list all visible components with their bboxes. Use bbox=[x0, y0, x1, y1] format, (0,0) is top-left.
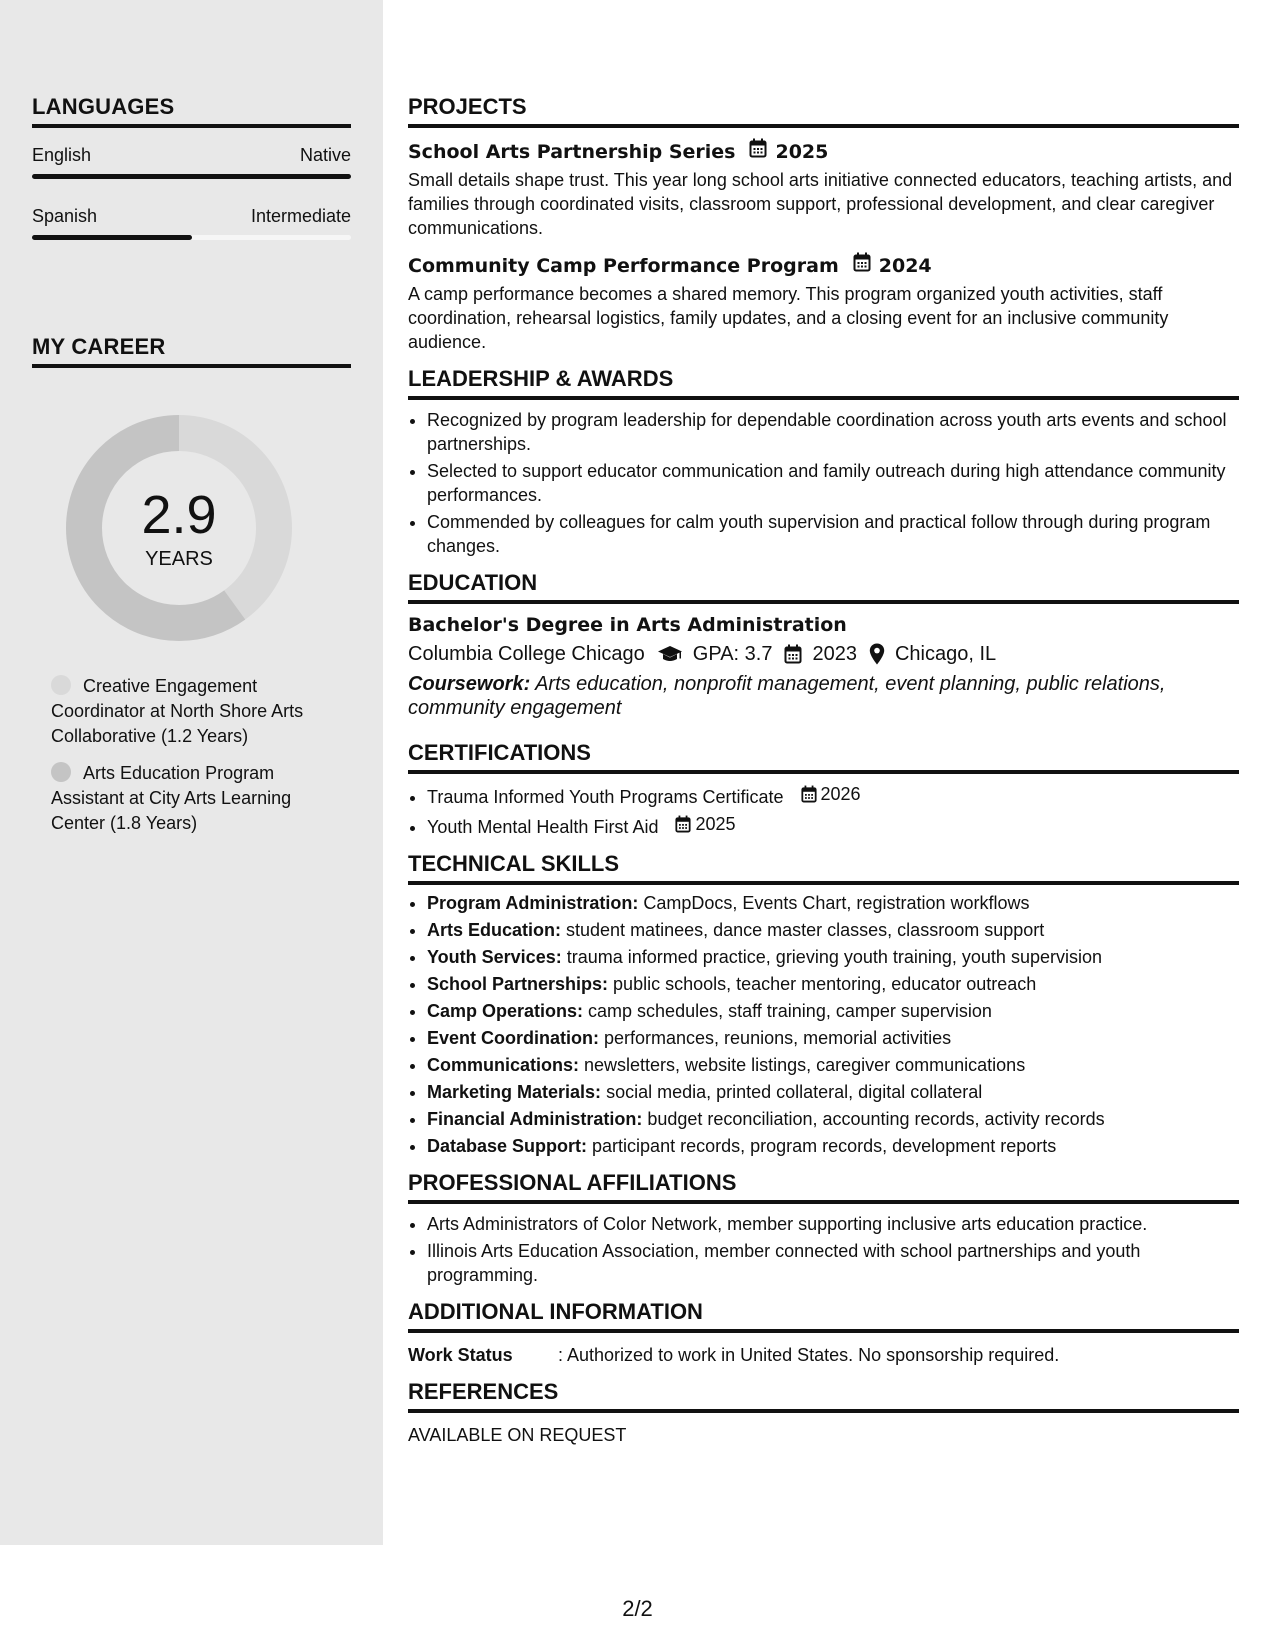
career-section bbox=[32, 334, 351, 368]
skill-item bbox=[427, 945, 1239, 969]
certifications-heading: CERTIFICATIONS bbox=[408, 740, 1239, 774]
skill-item bbox=[427, 1080, 1239, 1104]
skill-value: trauma informed practice, grieving youth training, youth supervision bbox=[561, 947, 1102, 967]
skill-value: participant records, program records, development reports bbox=[587, 1136, 1057, 1156]
work-status-value: : Authorized to work in United States. No sponsorship required. bbox=[558, 1345, 1060, 1365]
calendar-icon bbox=[801, 785, 817, 803]
career-donut-chart bbox=[66, 415, 292, 641]
legend-dot-icon bbox=[51, 762, 71, 782]
skill-item bbox=[427, 891, 1239, 915]
certification-year: 2026 bbox=[820, 784, 861, 804]
skill-label: Database Support: bbox=[427, 1136, 588, 1156]
leadership-item: • Commended by colleagues for calm youth supervision and practical follow through during program changes. bbox=[427, 510, 1239, 558]
sidebar bbox=[0, 0, 383, 1545]
language-proficiency-bar bbox=[32, 235, 351, 240]
skill-item bbox=[427, 1107, 1239, 1131]
education-details bbox=[408, 640, 1239, 668]
career-years-unit: YEARS bbox=[145, 548, 213, 570]
career-heading: MY CAREER bbox=[32, 334, 351, 368]
school-name: Columbia College Chicago bbox=[408, 643, 645, 665]
certifications-section bbox=[408, 740, 1239, 839]
education-section bbox=[408, 570, 1239, 720]
calendar-icon bbox=[853, 252, 871, 279]
calendar-icon bbox=[749, 138, 767, 165]
calendar-icon bbox=[784, 644, 802, 664]
certification-year: 2025 bbox=[695, 814, 736, 834]
project-title: Community Camp Performance Program bbox=[408, 254, 839, 277]
additional-heading: ADDITIONAL INFORMATION bbox=[408, 1299, 1239, 1333]
leadership-item: • Selected to support educator communication and family outreach during high attendance community performances. bbox=[427, 459, 1239, 507]
education-heading: EDUCATION bbox=[408, 570, 1239, 604]
additional-section bbox=[408, 1299, 1239, 1367]
main-content bbox=[408, 94, 1239, 1459]
skill-item bbox=[427, 918, 1239, 942]
school-location: Chicago, IL bbox=[894, 643, 997, 665]
language-proficiency-fill bbox=[32, 174, 351, 179]
leadership-section bbox=[408, 366, 1239, 558]
language-proficiency-fill bbox=[32, 235, 192, 240]
legend-dot-icon bbox=[51, 675, 71, 695]
skill-item bbox=[427, 1053, 1239, 1077]
graduation-cap-icon bbox=[657, 645, 683, 663]
language-item bbox=[32, 205, 351, 240]
language-level: Native bbox=[299, 145, 351, 165]
leadership-heading: LEADERSHIP & AWARDS bbox=[408, 366, 1239, 400]
work-status-row bbox=[408, 1343, 1239, 1367]
language-name: English bbox=[32, 145, 92, 165]
skill-label: Youth Services: bbox=[427, 947, 562, 967]
skill-label: Marketing Materials: bbox=[427, 1082, 602, 1102]
projects-section bbox=[408, 94, 1239, 354]
degree-title: Bachelor's Degree in Arts Administration bbox=[408, 614, 847, 636]
career-legend bbox=[51, 674, 341, 848]
affiliations-section bbox=[408, 1170, 1239, 1287]
language-name: Spanish bbox=[32, 206, 98, 226]
skill-value: student matinees, dance master classes, classroom support bbox=[561, 920, 1045, 940]
map-pin-icon bbox=[869, 643, 885, 665]
languages-section bbox=[32, 94, 351, 240]
project-title-row bbox=[408, 138, 1239, 165]
affiliation-item: • Arts Administrators of Color Network, member supporting inclusive arts education practice. bbox=[427, 1212, 1239, 1236]
skill-item bbox=[427, 1026, 1239, 1050]
certification-item bbox=[427, 782, 1239, 809]
career-total-years: 2.9 bbox=[141, 485, 217, 545]
skill-label: Arts Education: bbox=[427, 920, 562, 940]
coursework-text: Arts education, nonprofit management, event planning, public relations, community engagement bbox=[408, 673, 1166, 719]
project-year: 2025 bbox=[775, 140, 829, 163]
skill-value: CampDocs, Events Chart, registration workflows bbox=[638, 893, 1030, 913]
affiliation-item: • Illinois Arts Education Association, member connected with school partnerships and youth programming. bbox=[427, 1239, 1239, 1287]
work-status-label: Work Status bbox=[408, 1345, 513, 1365]
career-legend-text: Arts Education Program Assistant at City Arts Learning Center (1.8 Years) bbox=[51, 763, 292, 833]
certification-name: Trauma Informed Youth Programs Certificate bbox=[427, 787, 784, 807]
skill-label: Communications: bbox=[427, 1055, 580, 1075]
skill-value: camp schedules, staff training, camper supervision bbox=[583, 1001, 992, 1021]
skill-label: School Partnerships: bbox=[427, 974, 609, 994]
skills-section bbox=[408, 851, 1239, 1158]
project-description: Small details shape trust. This year long school arts initiative connected educators, teaching artists, and families through coordinated visits, classroom support, professional development, and clear caregiver communications. bbox=[408, 170, 1233, 238]
projects-heading: PROJECTS bbox=[408, 94, 1239, 128]
skill-label: Program Administration: bbox=[427, 893, 639, 913]
graduation-year: 2023 bbox=[812, 643, 857, 665]
coursework bbox=[408, 672, 1239, 720]
coursework-label: Coursework: bbox=[408, 673, 531, 695]
affiliations-heading: PROFESSIONAL AFFILIATIONS bbox=[408, 1170, 1239, 1204]
calendar-icon bbox=[675, 815, 691, 833]
language-proficiency-bar bbox=[32, 174, 351, 179]
languages-heading: LANGUAGES bbox=[32, 94, 351, 128]
skill-label: Camp Operations: bbox=[427, 1001, 584, 1021]
skill-label: Event Coordination: bbox=[427, 1028, 599, 1048]
references-text: AVAILABLE ON REQUEST bbox=[408, 1425, 627, 1445]
page-number: 2/2 bbox=[622, 1596, 653, 1621]
project-description: A camp performance becomes a shared memory. This program organized youth activities, staff coordination, rehearsal logistics, family updates, and a closing event for an inclusive community audience. bbox=[408, 284, 1169, 352]
references-section bbox=[408, 1379, 1239, 1447]
language-item bbox=[32, 144, 351, 179]
skill-value: performances, reunions, memorial activities bbox=[599, 1028, 952, 1048]
leadership-item: • Recognized by program leadership for dependable coordination across youth arts events and school partnerships. bbox=[427, 408, 1239, 456]
project-title-row bbox=[408, 252, 1239, 279]
career-legend-item bbox=[51, 761, 341, 836]
skill-item bbox=[427, 972, 1239, 996]
skill-label: Financial Administration: bbox=[427, 1109, 643, 1129]
career-legend-item bbox=[51, 674, 341, 749]
skill-item bbox=[427, 999, 1239, 1023]
references-heading: REFERENCES bbox=[408, 1379, 1239, 1413]
certification-name: Youth Mental Health First Aid bbox=[427, 817, 659, 837]
skill-item bbox=[427, 1134, 1239, 1158]
skill-value: social media, printed collateral, digital collateral bbox=[601, 1082, 983, 1102]
language-level: Intermediate bbox=[250, 206, 351, 226]
certification-item bbox=[427, 812, 1239, 839]
project-year: 2024 bbox=[878, 254, 932, 277]
skill-value: newsletters, website listings, caregiver communications bbox=[579, 1055, 1026, 1075]
skill-value: budget reconciliation, accounting records, activity records bbox=[642, 1109, 1105, 1129]
skills-heading: TECHNICAL SKILLS bbox=[408, 851, 1239, 885]
project-title: School Arts Partnership Series bbox=[408, 140, 736, 163]
gpa: GPA: 3.7 bbox=[692, 643, 773, 665]
career-legend-text: Creative Engagement Coordinator at North Shore Arts Collaborative (1.2 Years) bbox=[51, 676, 304, 746]
skill-value: public schools, teacher mentoring, educator outreach bbox=[608, 974, 1037, 994]
